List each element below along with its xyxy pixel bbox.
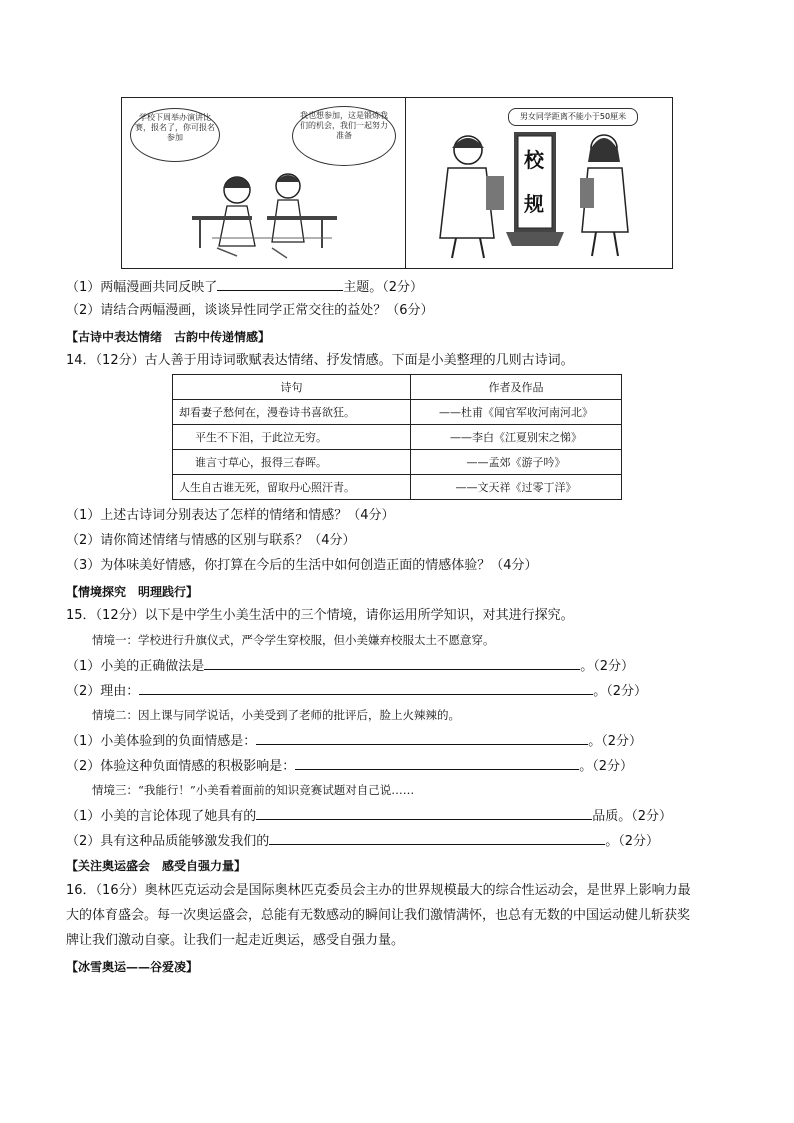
- q13-part2: （2）请结合两幅漫画，谈谈异性同学正常交往的益处？（6分）: [66, 303, 434, 318]
- q15-s1-part2: [66, 681, 647, 701]
- score-note: 。（2分）: [579, 759, 634, 774]
- answer-blank[interactable]: [269, 831, 605, 845]
- score-note: 。（2分）: [580, 659, 635, 674]
- sign-text-bottom: 规: [524, 192, 544, 216]
- speech-bubble-girl: 学校下周举办演讲比赛，报名了，你可报名参加: [130, 108, 220, 162]
- table-header-row: [173, 375, 622, 400]
- section-heading-scene: 【情境探究 明理践行】: [66, 585, 199, 599]
- author-cell: ——李白《江夏别宋之悌》: [411, 425, 622, 450]
- q14-part3: （3）为体味美好情感，你打算在今后的生活中如何创造正面的情感体验？（4分）: [66, 558, 538, 573]
- q13-part1-prefix: （1）两幅漫画共同反映了: [66, 280, 218, 295]
- scenario-one: 情境一：学校进行升旗仪式，严令学生穿校服，但小美嫌弃校服太土不愿意穿。: [92, 633, 495, 647]
- table-row: [173, 475, 622, 500]
- author-cell: ——孟郊《游子吟》: [411, 450, 622, 475]
- q14-part2: （2）请你简述情绪与情感的区别与联系？（4分）: [66, 533, 356, 548]
- q15-s3-part2-label: （2）具有这种品质能够激发我们的: [66, 834, 270, 849]
- poem-cell: 平生不下泪，于此泣无穷。: [173, 425, 411, 450]
- score-note: 品质。（2分）: [592, 809, 673, 824]
- q15-s3-part1-label: （1）小美的言论体现了她具有的: [66, 809, 257, 824]
- poem-table: [172, 374, 622, 500]
- boy-girl-school-rule-illustration: [406, 98, 672, 268]
- sign-text-top: 校: [524, 148, 544, 172]
- q13-part1: [66, 277, 423, 297]
- answer-blank[interactable]: [217, 277, 343, 291]
- scenario-three: 情境三：“我能行！”小美看着面前的知识竞赛试题对自己说……: [92, 783, 415, 797]
- q16-text-line1: 16．（16分）奥林匹克运动会是国际奥林匹克委员会主办的世界规模最大的综合性运动会，是世界上影响力最: [66, 883, 691, 898]
- table-row: [173, 425, 622, 450]
- table-row: [173, 400, 622, 425]
- answer-blank[interactable]: [256, 731, 588, 745]
- q14-stem: 14．（12分）古人善于用诗词歌赋表达情绪、抒发情感。下面是小美整理的几则古诗词。: [66, 353, 574, 368]
- q15-s1-part1: [66, 656, 634, 676]
- column-header-author: 作者及作品: [411, 375, 622, 400]
- q15-s3-part2: [66, 831, 659, 851]
- section-heading-ice: 【冰雪奥运——谷爱凌】: [66, 960, 199, 974]
- speech-bubble-boy: 我也想参加，这是锻炼我们的机会，我们一起努力准备: [292, 106, 396, 166]
- score-note: 。（2分）: [588, 734, 643, 749]
- answer-blank[interactable]: [256, 806, 592, 820]
- comic-panel-left: [121, 97, 407, 269]
- q15-s3-part1: [66, 806, 672, 826]
- score-note: 。（2分）: [593, 684, 648, 699]
- table-row: [173, 450, 622, 475]
- rule-banner: 男女同学距离不能小于50厘米: [508, 108, 638, 126]
- poem-cell: 谁言寸草心，报得三春晖。: [173, 450, 411, 475]
- scenario-two: 情境二：因上课与同学说话，小美受到了老师的批评后，脸上火辣辣的。: [92, 708, 460, 722]
- q16-text-line2: 大的体育盛会。每一次奥运盛会，总能有无数感动的瞬间让我们激情满怀，也总有无数的中国运动健儿斩获奖: [66, 908, 691, 923]
- q14-part1: （1）上述古诗词分别表达了怎样的情绪和情感？（4分）: [66, 508, 395, 523]
- comic-panel-right: [405, 97, 673, 269]
- q15-s2-part2: [66, 756, 633, 776]
- q15-s1-part1-label: （1）小美的正确做法是: [66, 659, 205, 674]
- poem-cell: 却看妻子愁何在，漫卷诗书喜欲狂。: [173, 400, 411, 425]
- q15-s1-part2-label: （2）理由：: [66, 684, 140, 699]
- score-note: 。（2分）: [605, 834, 660, 849]
- poem-cell: 人生自古谁无死，留取丹心照汗青。: [173, 475, 411, 500]
- students-illustration: [122, 98, 406, 268]
- author-cell: ——文天祥《过零丁洋》: [411, 475, 622, 500]
- section-heading-poem: 【古诗中表达情绪 古韵中传递情感】: [66, 330, 271, 344]
- section-heading-olympic: 【关注奥运盛会 感受自强力量】: [66, 859, 247, 873]
- answer-blank[interactable]: [139, 681, 593, 695]
- answer-blank[interactable]: [204, 656, 580, 670]
- q15-s2-part1: [66, 731, 642, 751]
- q13-part1-suffix: 主题。（2分）: [343, 280, 424, 295]
- q15-s2-part2-label: （2）体验这种负面情感的积极影响是：: [66, 759, 296, 774]
- q15-stem: 15．（12分）以下是中学生小美生活中的三个情境，请你运用所学知识，对其进行探究。: [66, 608, 574, 623]
- author-cell: ——杜甫《闻官军收河南河北》: [411, 400, 622, 425]
- column-header-poem: 诗句: [173, 375, 411, 400]
- q16-text-line3: 牌让我们激动自豪。让我们一起走近奥运，感受自强力量。: [66, 933, 405, 948]
- q15-s2-part1-label: （1）小美体验到的负面情感是：: [66, 734, 257, 749]
- answer-blank[interactable]: [295, 756, 579, 770]
